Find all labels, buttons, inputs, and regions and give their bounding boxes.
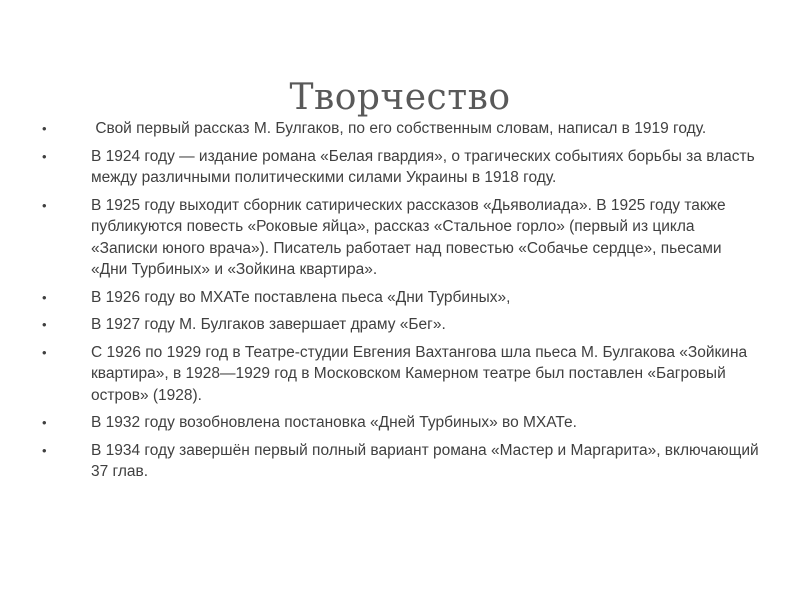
bullet-icon: • — [42, 317, 47, 332]
bullet-list — [42, 118, 762, 489]
list-item — [42, 314, 762, 336]
list-item-text: В 1926 году во МХАТе поставлена пьеса «Дни Турбиных», — [91, 288, 511, 306]
slide-title: Творчество — [289, 77, 511, 118]
list-item-text: В 1924 году — издание романа «Белая гвардия», о трагических событиях борьбы за власть между различными политическими силами Украины в 1918 году. — [91, 147, 755, 186]
list-item — [42, 287, 762, 309]
list-item-text: В 1925 году выходит сборник сатирических рассказов «Дьяволиада». В 1925 году также публикуются повесть «Роковые яйца», рассказ «Стальное горло» (первый из цикла «Записки юного врача»). Писатель работает над повестью «Собачье сердце», пьесами «Дни Турбиных» и «Зойкина квартира». — [91, 196, 726, 278]
list-item — [42, 440, 762, 483]
list-item-text: В 1927 году М. Булгаков завершает драму «Бег». — [91, 316, 446, 333]
bullet-icon: • — [42, 197, 47, 213]
bullet-icon: • — [42, 415, 47, 430]
bullet-icon: • — [42, 344, 47, 360]
list-item-text: В 1934 году завершён первый полный вариант романа «Мастер и Маргарита», включающий 37 глав. — [91, 441, 759, 480]
list-item-text: С 1926 по 1929 год в Театре-студии Евгения Вахтангова шла пьеса М. Булгакова «Зойкина квартира», в 1928—1929 год в Московском Камерном театре был поставлен «Багровый остров» (1928). — [91, 343, 748, 404]
list-item — [42, 146, 762, 189]
list-item — [42, 412, 762, 434]
list-item-text: В 1932 году возобновлена постановка «Дней Турбиных» во МХАТе. — [91, 414, 577, 431]
list-item-text: Свой первый рассказ М. Булгаков, по его собственным словам, написал в 1919 году. — [91, 120, 707, 137]
bullet-icon: • — [42, 289, 47, 305]
bullet-icon: • — [42, 121, 47, 136]
bullet-icon: • — [42, 148, 47, 164]
bullet-icon: • — [42, 442, 47, 458]
list-item — [42, 118, 762, 140]
list-item — [42, 342, 762, 407]
list-item — [42, 195, 762, 281]
